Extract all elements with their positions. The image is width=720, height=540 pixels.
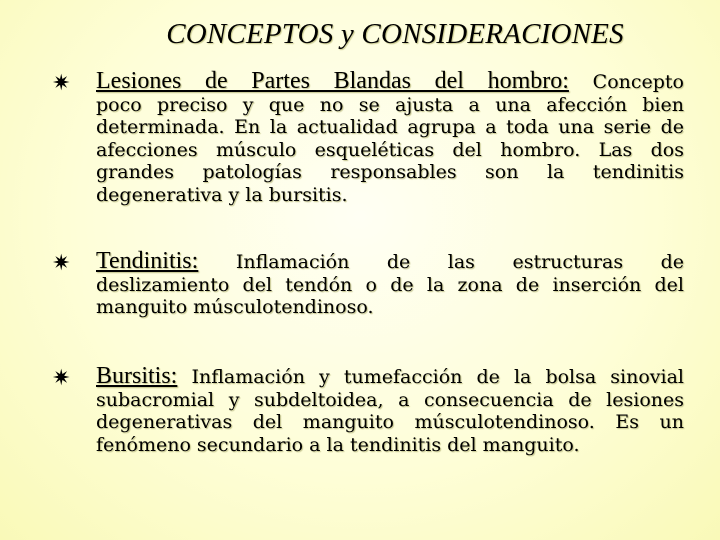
item-first-line xyxy=(96,250,684,274)
item-term: Lesiones de Partes Blandas del hombro: xyxy=(96,68,569,94)
item-paragraph xyxy=(96,365,684,456)
item-term: Tendinitis: xyxy=(96,248,199,274)
item-first-line-text: Inflamación y tumefacción de la bolsa sinovial xyxy=(191,366,684,388)
star-bullet-icon: ✷ xyxy=(52,71,71,96)
star-bullet-icon: ✷ xyxy=(52,366,71,391)
list-item-bursitis xyxy=(52,365,684,456)
item-paragraph xyxy=(96,70,684,206)
item-body-text: poco preciso y que no se ajusta a una afección bien determinada. En la actualidad agrupa a toda una serie de afecciones músculo esqueléticas del hombro. Las dos grandes patologías responsables son la tendinitis degenerativa y la bursitis. xyxy=(96,93,684,206)
item-first-line-text: Concepto xyxy=(592,71,684,93)
item-term: Bursitis: xyxy=(96,363,178,389)
list-item-lesiones xyxy=(52,70,684,206)
item-body-text: deslizamiento del tendón o de la zona de inserción del manguito músculotendinoso. xyxy=(96,273,684,318)
item-paragraph xyxy=(96,250,684,319)
item-first-line-text: Inflamación de las estructuras de xyxy=(235,251,685,273)
star-bullet-icon: ✷ xyxy=(52,251,71,276)
list-item-tendinitis xyxy=(52,250,684,319)
slide-title: CONCEPTOS y CONSIDERACIONES xyxy=(166,18,624,50)
item-body-text: subacromial y subdeltoidea, a consecuencia de lesiones degenerativas del manguito músculotendinoso. Es un fenómeno secundario a la tendinitis del manguito. xyxy=(96,388,684,456)
item-first-line xyxy=(96,70,684,94)
item-first-line xyxy=(96,365,684,389)
